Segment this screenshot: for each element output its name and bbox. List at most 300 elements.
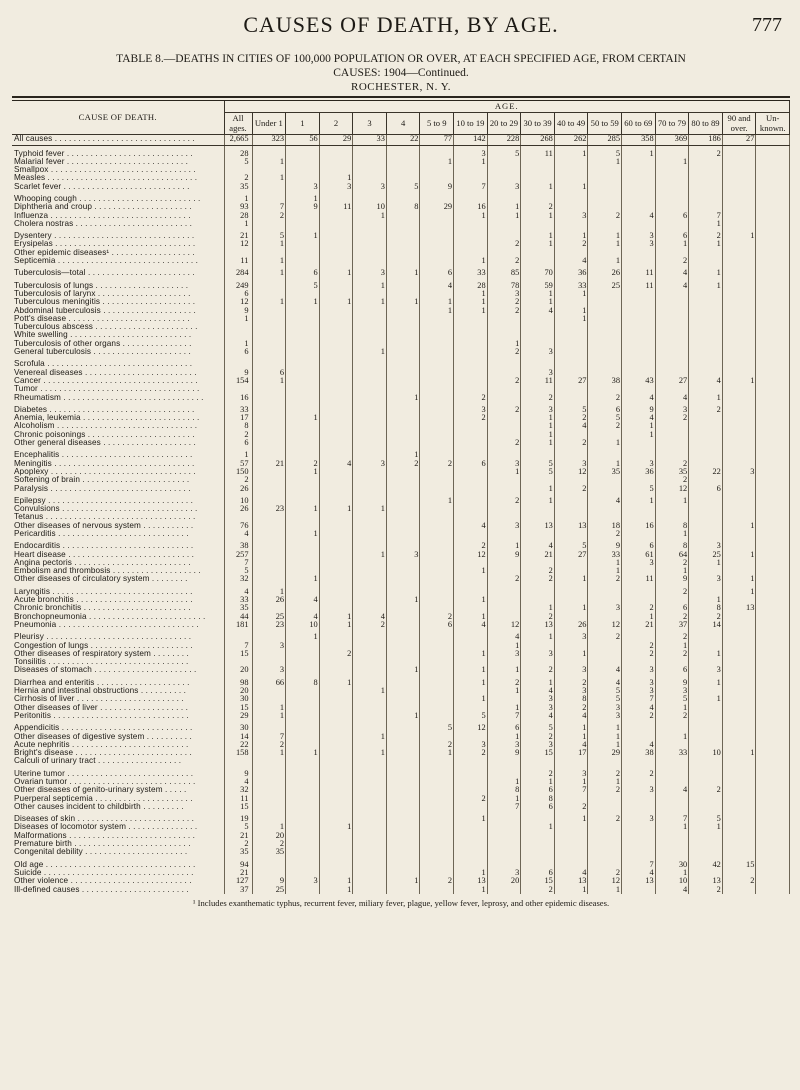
table-cell: 1: [655, 567, 689, 575]
table-row: [12, 861, 790, 869]
table-cell: [756, 621, 790, 629]
table-row: [12, 212, 790, 220]
table-cell: [756, 724, 790, 732]
table-cell: 150: [224, 468, 252, 476]
table-cell: 5: [386, 183, 420, 191]
table-cell: 2: [224, 431, 252, 439]
table-cell: [722, 203, 756, 211]
table-cell: [622, 360, 656, 368]
table-cell: [286, 360, 320, 368]
table-cell: 2: [655, 476, 689, 484]
table-cell: [286, 815, 320, 823]
table-cell: [454, 369, 488, 377]
table-cell: [521, 513, 555, 521]
table-cell: 2: [554, 803, 588, 811]
table-cell: 13: [689, 877, 723, 885]
table-cell: 27: [722, 135, 756, 145]
table-cell: [689, 257, 723, 265]
table-cell: [521, 840, 555, 848]
table-cell: [689, 795, 723, 803]
table-cell: 1: [319, 679, 353, 687]
table-cell: 2: [588, 422, 622, 430]
table-cell: 3: [521, 406, 555, 414]
table-cell: [252, 770, 286, 778]
table-cell: 7: [454, 183, 488, 191]
table-cell: [252, 340, 286, 348]
table-cell: [420, 650, 454, 658]
cause-label: Other diseases of nervous system . . . . . . . . . . .: [12, 522, 224, 530]
table-cell: 16: [622, 522, 656, 530]
table-cell: [689, 203, 723, 211]
table-cell: [756, 741, 790, 749]
cause-label: Convulsions . . . . . . . . . . . . . . . . . . . . . . . . . . . . .: [12, 505, 224, 513]
table-cell: 1: [353, 749, 387, 757]
table-cell: [353, 195, 387, 203]
table-cell: 5: [521, 724, 555, 732]
table-cell: 7: [252, 733, 286, 741]
table-cell: [554, 476, 588, 484]
table-cell: 1: [454, 212, 488, 220]
cause-label: Tetanus . . . . . . . . . . . . . . . . . . . . . . . . . . . . . . . .: [12, 513, 224, 521]
table-cell: [319, 633, 353, 641]
table-cell: [588, 596, 622, 604]
cause-label: Diseases of locomotor system . . . . . . . . . . . . . . .: [12, 823, 224, 831]
table-cell: [554, 369, 588, 377]
cause-label: All causes . . . . . . . . . . . . . . . . . . . . . . . . . . . . . .: [12, 135, 224, 145]
table-cell: [386, 695, 420, 703]
table-cell: [689, 687, 723, 695]
table-cell: [286, 220, 320, 228]
table-cell: [454, 195, 488, 203]
table-cell: [286, 666, 320, 674]
cause-label: Bright's disease . . . . . . . . . . . . . . . . . . . . . . . . .: [12, 749, 224, 757]
table-cell: [252, 431, 286, 439]
table-cell: [420, 886, 454, 894]
table-cell: [554, 249, 588, 257]
table-cell: [689, 642, 723, 650]
table-cell: [353, 240, 387, 248]
table-cell: 37: [224, 886, 252, 894]
table-row: [12, 542, 790, 550]
table-cell: 2: [521, 886, 555, 894]
table-cell: 1: [319, 505, 353, 513]
table-cell: [487, 513, 521, 521]
table-cell: 1: [454, 650, 488, 658]
table-cell: 12: [224, 240, 252, 248]
column-header: 70 to 79: [655, 113, 689, 135]
table-cell: [319, 195, 353, 203]
table-row: [12, 613, 790, 621]
table-cell: [554, 505, 588, 513]
table-cell: 1: [588, 567, 622, 575]
table-cell: [286, 551, 320, 559]
table-cell: 6: [420, 269, 454, 277]
table-cell: [756, 460, 790, 468]
table-cell: 2: [487, 257, 521, 265]
cause-label: Abdominal tuberculosis . . . . . . . . . . . . . . . . . . . .: [12, 307, 224, 315]
table-cell: [353, 451, 387, 459]
table-cell: 4: [286, 596, 320, 604]
table-cell: [252, 439, 286, 447]
table-cell: 8: [554, 695, 588, 703]
table-cell: [420, 786, 454, 794]
table-cell: [756, 559, 790, 567]
table-cell: [420, 385, 454, 393]
table-cell: 3: [588, 604, 622, 612]
table-cell: [487, 559, 521, 567]
table-cell: [622, 633, 656, 641]
table-row: [12, 298, 790, 306]
table-cell: [689, 195, 723, 203]
table-cell: 1: [224, 315, 252, 323]
table-cell: [319, 282, 353, 290]
table-cell: [722, 422, 756, 430]
cause-label: Other diseases of liver . . . . . . . . . . . . . . . . . . .: [12, 704, 224, 712]
table-cell: [554, 360, 588, 368]
table-cell: 17: [554, 749, 588, 757]
table-cell: 9: [622, 406, 656, 414]
table-cell: [722, 642, 756, 650]
table-row: [12, 414, 790, 422]
table-cell: [622, 348, 656, 356]
table-cell: [286, 348, 320, 356]
table-cell: [319, 232, 353, 240]
table-cell: 4: [353, 613, 387, 621]
table-cell: [286, 331, 320, 339]
table-cell: [756, 542, 790, 550]
table-cell: 2: [319, 650, 353, 658]
table-cell: [689, 414, 723, 422]
table-cell: [487, 861, 521, 869]
table-cell: [655, 439, 689, 447]
table-cell: [386, 513, 420, 521]
table-cell: [420, 704, 454, 712]
table-cell: [756, 650, 790, 658]
table-cell: [756, 468, 790, 476]
table-cell: [756, 695, 790, 703]
cause-label: Tuberculosis—total . . . . . . . . . . . . . . . . . . . . . . .: [12, 269, 224, 277]
cause-label: Ill-defined causes . . . . . . . . . . . . . . . . . . . . . . .: [12, 886, 224, 894]
table-cell: [689, 869, 723, 877]
table-cell: [353, 666, 387, 674]
table-cell: [622, 315, 656, 323]
table-cell: 2: [252, 840, 286, 848]
table-cell: 2: [487, 377, 521, 385]
cause-label: Pneumonia . . . . . . . . . . . . . . . . . . . . . . . . . . . . . .: [12, 621, 224, 629]
cause-label: Premature birth . . . . . . . . . . . . . . . . . . . . . . . . .: [12, 840, 224, 848]
table-cell: [252, 861, 286, 869]
table-cell: [286, 290, 320, 298]
table-cell: [554, 340, 588, 348]
table-cell: [286, 385, 320, 393]
table-cell: 2: [454, 414, 488, 422]
table-cell: 2: [554, 485, 588, 493]
table-row: [12, 158, 790, 166]
cause-label: Diseases of stomach . . . . . . . . . . . . . . . . . . . . . .: [12, 666, 224, 674]
table-cell: [386, 604, 420, 612]
table-cell: 1: [588, 240, 622, 248]
table-cell: [689, 439, 723, 447]
table-cell: [353, 596, 387, 604]
table-cell: 1: [689, 679, 723, 687]
table-cell: 1: [454, 815, 488, 823]
table-row: [12, 505, 790, 513]
table-cell: 25: [689, 551, 723, 559]
table-cell: 76: [224, 522, 252, 530]
table-cell: [386, 315, 420, 323]
table-cell: [756, 823, 790, 831]
table-cell: 26: [588, 269, 622, 277]
column-header: 3: [353, 113, 387, 135]
cause-label: White swelling . . . . . . . . . . . . . . . . . . . . . . . . . .: [12, 331, 224, 339]
table-cell: [554, 331, 588, 339]
table-cell: [722, 803, 756, 811]
table-cell: [353, 815, 387, 823]
table-cell: [319, 290, 353, 298]
table-cell: [420, 832, 454, 840]
table-cell: 3: [487, 522, 521, 530]
table-cell: [319, 315, 353, 323]
column-header: 80 to 89: [689, 113, 723, 135]
table-cell: [689, 778, 723, 786]
table-row: [12, 596, 790, 604]
table-cell: [655, 348, 689, 356]
table-cell: [588, 861, 622, 869]
table-cell: [319, 588, 353, 596]
table-cell: [588, 505, 622, 513]
table-cell: 1: [655, 823, 689, 831]
table-row: [12, 704, 790, 712]
table-cell: [521, 220, 555, 228]
table-cell: [252, 633, 286, 641]
table-cell: 1: [286, 414, 320, 422]
table-cell: [722, 174, 756, 182]
table-row: [12, 877, 790, 885]
table-cell: 1: [286, 298, 320, 306]
table-cell: 1: [252, 269, 286, 277]
table-cell: [622, 530, 656, 538]
table-cell: [353, 377, 387, 385]
table-cell: [286, 795, 320, 803]
table-cell: [756, 331, 790, 339]
table-cell: [487, 232, 521, 240]
table-cell: [689, 290, 723, 298]
cause-label: Calculi of urinary tract . . . . . . . . . . . . . . . . . .: [12, 757, 224, 765]
table-cell: 8: [655, 522, 689, 530]
table-cell: [756, 803, 790, 811]
table-cell: [655, 340, 689, 348]
table-cell: 1: [487, 733, 521, 741]
table-cell: 13: [521, 621, 555, 629]
table-cell: [722, 712, 756, 720]
table-cell: 35: [252, 848, 286, 856]
table-cell: 2: [588, 530, 622, 538]
table-row: [12, 460, 790, 468]
table-cell: [454, 687, 488, 695]
table-row: [12, 749, 790, 757]
table-cell: [521, 757, 555, 765]
cause-label: Smallpox . . . . . . . . . . . . . . . . . . . . . . . . . . . . . . .: [12, 166, 224, 174]
table-cell: 2: [487, 348, 521, 356]
table-cell: 2: [454, 795, 488, 803]
table-cell: [319, 414, 353, 422]
table-cell: [689, 340, 723, 348]
table-cell: [386, 406, 420, 414]
table-cell: 6: [224, 290, 252, 298]
table-cell: [353, 315, 387, 323]
table-cell: [521, 861, 555, 869]
table-cell: 1: [454, 298, 488, 306]
table-cell: [420, 530, 454, 538]
table-cell: [386, 795, 420, 803]
cause-label: Uterine tumor . . . . . . . . . . . . . . . . . . . . . . . . . . .: [12, 770, 224, 778]
table-cell: [756, 786, 790, 794]
table-cell: [554, 795, 588, 803]
table-cell: [722, 212, 756, 220]
table-cell: [554, 431, 588, 439]
table-cell: [454, 848, 488, 856]
table-cell: [722, 650, 756, 658]
cause-label: Apoplexy . . . . . . . . . . . . . . . . . . . . . . . . . . . . . . .: [12, 468, 224, 476]
table-cell: [756, 770, 790, 778]
table-cell: [286, 823, 320, 831]
table-cell: [386, 150, 420, 158]
cause-label: Angina pectoris . . . . . . . . . . . . . . . . . . . . . . . . .: [12, 559, 224, 567]
table-cell: [286, 158, 320, 166]
table-cell: 2: [622, 642, 656, 650]
table-cell: [386, 613, 420, 621]
table-cell: [252, 795, 286, 803]
table-subtitle: CAUSES: 1904—Continued.: [333, 67, 469, 79]
table-cell: [756, 522, 790, 530]
table-cell: [353, 695, 387, 703]
table-cell: 1: [588, 741, 622, 749]
table-cell: [319, 861, 353, 869]
table-cell: [420, 803, 454, 811]
table-cell: 13: [622, 877, 656, 885]
table-cell: 2: [420, 741, 454, 749]
table-cell: [420, 476, 454, 484]
table-cell: [689, 315, 723, 323]
table-cell: [756, 596, 790, 604]
table-cell: 2: [386, 460, 420, 468]
table-cell: [689, 323, 723, 331]
column-header: All ages.: [224, 113, 252, 135]
table-cell: [386, 431, 420, 439]
table-cell: [252, 249, 286, 257]
table-row: [12, 468, 790, 476]
table-cell: [252, 468, 286, 476]
table-cell: 12: [454, 551, 488, 559]
table-cell: 20: [252, 832, 286, 840]
table-cell: 5: [454, 712, 488, 720]
table-cell: [353, 406, 387, 414]
table-cell: [554, 385, 588, 393]
table-cell: [420, 422, 454, 430]
table-cell: [224, 360, 252, 368]
table-cell: [286, 513, 320, 521]
table-cell: [588, 360, 622, 368]
table-cell: [386, 704, 420, 712]
table-row: [12, 588, 790, 596]
table-cell: [454, 704, 488, 712]
table-cell: [386, 803, 420, 811]
table-cell: 1: [454, 257, 488, 265]
table-row: [12, 633, 790, 641]
table-cell: 2: [487, 679, 521, 687]
table-cell: [487, 848, 521, 856]
table-cell: [722, 621, 756, 629]
cause-label: Encephalitis . . . . . . . . . . . . . . . . . . . . . . . . . . . .: [12, 451, 224, 459]
table-cell: [386, 823, 420, 831]
table-cell: [588, 315, 622, 323]
table-cell: 2: [588, 212, 622, 220]
cause-label: Suicide . . . . . . . . . . . . . . . . . . . . . . . . . . . . . . . .: [12, 869, 224, 877]
table-cell: [756, 795, 790, 803]
table-cell: 1: [386, 877, 420, 885]
table-cell: [689, 724, 723, 732]
table-cell: [521, 385, 555, 393]
table-cell: 1: [521, 232, 555, 240]
table-cell: [722, 183, 756, 191]
table-cell: [353, 886, 387, 894]
table-cell: [588, 298, 622, 306]
table-cell: [554, 848, 588, 856]
table-row: [12, 712, 790, 720]
table-cell: [224, 166, 252, 174]
table-cell: [655, 770, 689, 778]
table-cell: 1: [319, 621, 353, 629]
table-cell: [386, 687, 420, 695]
column-header: 60 to 69: [622, 113, 656, 135]
table-cell: 1: [252, 257, 286, 265]
table-cell: 20: [487, 877, 521, 885]
table-cell: 4: [588, 679, 622, 687]
table-cell: 1: [286, 749, 320, 757]
table-cell: 35: [224, 848, 252, 856]
table-cell: [722, 567, 756, 575]
table-cell: [420, 666, 454, 674]
table-cell: [319, 406, 353, 414]
table-cell: 2: [454, 394, 488, 402]
table-cell: [487, 815, 521, 823]
table-cell: [689, 530, 723, 538]
table-cell: [722, 369, 756, 377]
table-row: [12, 166, 790, 174]
table-cell: [756, 886, 790, 894]
table-cell: [722, 795, 756, 803]
table-cell: [521, 158, 555, 166]
table-cell: [554, 348, 588, 356]
table-cell: 8: [521, 795, 555, 803]
table-row: [12, 650, 790, 658]
table-cell: 1: [588, 886, 622, 894]
table-cell: [722, 869, 756, 877]
cause-label: Congestion of lungs . . . . . . . . . . . . . . . . . . . . . .: [12, 642, 224, 650]
table-cell: [756, 203, 790, 211]
table-cell: [622, 166, 656, 174]
table-cell: [722, 666, 756, 674]
table-row: [12, 307, 790, 315]
table-cell: [286, 406, 320, 414]
table-cell: [588, 757, 622, 765]
cause-label: Typhoid fever . . . . . . . . . . . . . . . . . . . . . . . . . . .: [12, 150, 224, 158]
table-cell: 2: [252, 741, 286, 749]
table-cell: [454, 385, 488, 393]
table-row: [12, 323, 790, 331]
table-cell: 1: [521, 212, 555, 220]
table-cell: 28: [454, 282, 488, 290]
